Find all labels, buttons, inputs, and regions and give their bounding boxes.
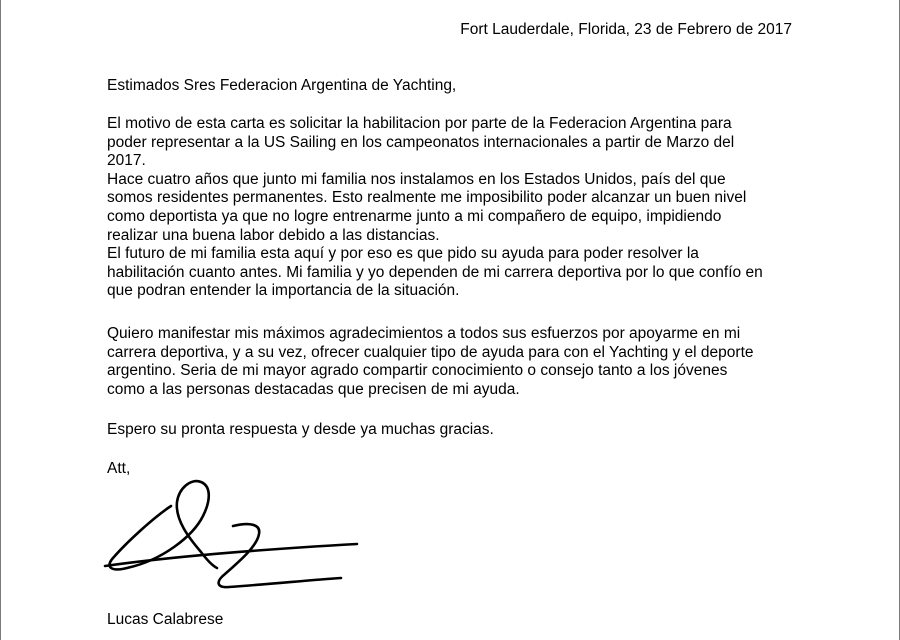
paragraph-line: Hace cuatro años que junto mi familia nos instalamos en los Estados Unidos, país del que — [107, 170, 726, 188]
greeting: Estimados Sres Federacion Argentina de Yachting, — [107, 77, 457, 94]
date-line: Fort Lauderdale, Florida, 23 de Febrero de 2017 — [460, 21, 792, 38]
paragraph-line: como deportista ya que no logre entrenarme junto a mi compañero de equipo, impidiendo — [107, 207, 722, 225]
paragraph-line: que podran entender la importancia de la situación. — [107, 282, 460, 300]
paragraph-farewell: Espero su pronta respuesta y desde ya muchas gracias. — [107, 421, 494, 438]
paragraph-line: poder representar a la US Sailing en los campeonatos internacionales a partir de Marzo del — [107, 133, 735, 151]
signer-name: Lucas Calabrese — [107, 611, 224, 628]
signature-stroke — [219, 524, 341, 587]
paragraph-line: como a las personas destacadas que precisen de mi ayuda. — [107, 380, 520, 398]
paragraph-line: argentino. Seria de mi mayor agrado compartir conocimiento o consejo tanto a los jóvenes — [107, 362, 728, 380]
closing-line: Att, — [107, 460, 131, 477]
paragraph-thanks — [107, 325, 807, 399]
paragraph-line: somos residentes permanentes. Esto realmente me imposibilito poder alcanzar un buen nivel — [107, 189, 747, 207]
paragraph-line: carrera deportiva, y a su vez, ofrecer cualquier tipo de ayuda para con el Yachting y el deporte — [107, 343, 754, 361]
paragraph-line: 2017. — [107, 152, 146, 170]
paragraph-request — [107, 115, 807, 301]
paragraph-line: realizar una buena labor debido a las distancias. — [107, 226, 440, 244]
paragraph-line: Quiero manifestar mis máximos agradecimientos a todos sus esfuerzos por apoyarme en mi — [107, 325, 741, 342]
paragraph-line: habilitación cuanto antes. Mi familia y yo dependen de mi carrera deportiva por lo que confío en — [107, 263, 763, 281]
handwritten-signature — [101, 470, 371, 600]
paragraph-line: El motivo de esta carta es solicitar la habilitacion por parte de la Federacion Argentina para — [107, 115, 732, 132]
paragraph-line: El futuro de mi familia esta aquí y por eso es que pido su ayuda para poder resolver la — [107, 245, 699, 263]
